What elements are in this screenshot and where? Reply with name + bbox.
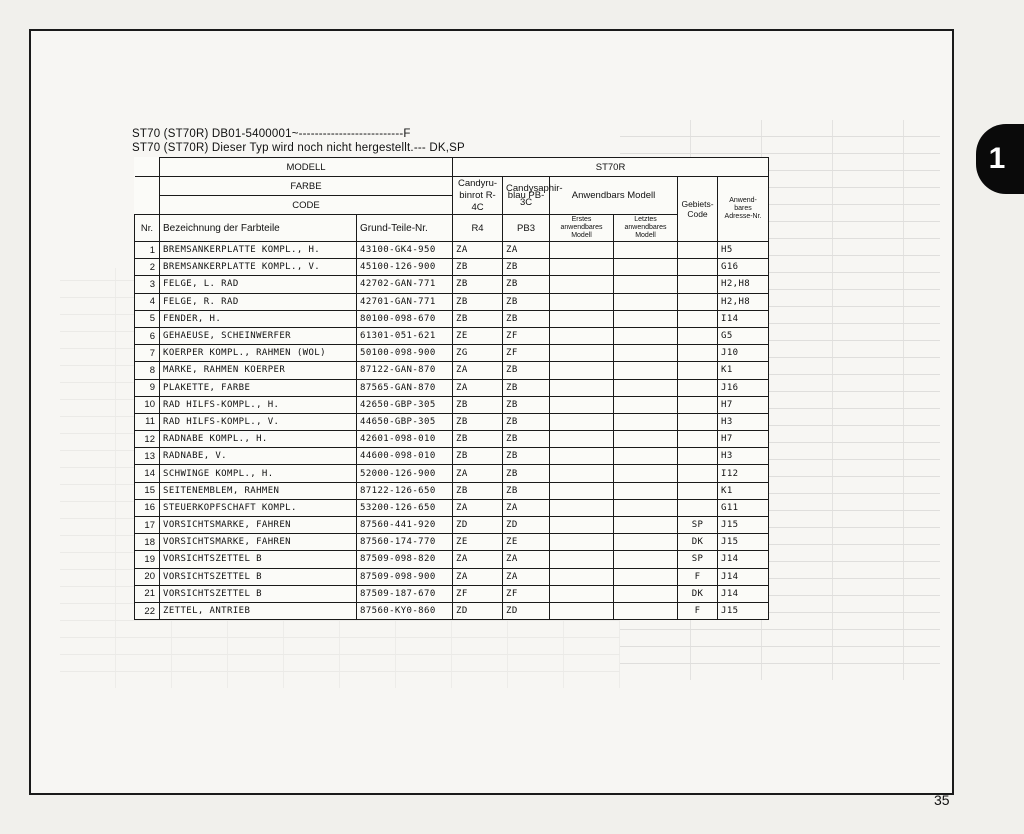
part-number: 50100-098-900 [357, 345, 453, 362]
letztes-model [614, 310, 678, 327]
letztes-model [614, 396, 678, 413]
color1-code: R4 [453, 215, 503, 242]
part-number: 42702-GAN-771 [357, 276, 453, 293]
page-number: 35 [934, 792, 950, 808]
pb3-code: ZB [503, 293, 550, 310]
pb3-code: ZB [503, 448, 550, 465]
table-row [135, 259, 769, 276]
table-row [135, 448, 769, 465]
gebiets-code [678, 259, 718, 276]
row-nr: 18 [135, 534, 160, 551]
row-nr: 19 [135, 551, 160, 568]
adresse-nr: J10 [718, 345, 769, 362]
erstes-model [550, 534, 614, 551]
erstes-model [550, 259, 614, 276]
r4-code: ZB [453, 293, 503, 310]
r4-code: ZG [453, 345, 503, 362]
part-number: 45100-126-900 [357, 259, 453, 276]
part-number: 42601-098-010 [357, 431, 453, 448]
erstes-model [550, 362, 614, 379]
gebiets-code [678, 465, 718, 482]
table-row [135, 413, 769, 430]
letztes-model [614, 602, 678, 619]
erstes-model [550, 293, 614, 310]
r4-code: ZA [453, 499, 503, 516]
anwendbars-label: Anwendbars Modell [550, 177, 678, 215]
adresse-label: Anwend-bares Adresse-Nr. [718, 177, 769, 242]
table-row [135, 602, 769, 619]
letztes-model [614, 413, 678, 430]
chapter-tab: 1 [976, 124, 1024, 194]
pb3-code: ZB [503, 396, 550, 413]
letztes-model [614, 242, 678, 259]
row-nr: 13 [135, 448, 160, 465]
pb3-code: ZB [503, 259, 550, 276]
r4-code: ZD [453, 517, 503, 534]
letztes-model [614, 499, 678, 516]
adresse-nr: J14 [718, 568, 769, 585]
part-number: 87560-KY0-860 [357, 602, 453, 619]
adresse-nr: J14 [718, 585, 769, 602]
table-row [135, 465, 769, 482]
row-nr: 4 [135, 293, 160, 310]
gebiets-code [678, 448, 718, 465]
part-number: 43100-GK4-950 [357, 242, 453, 259]
grundteile-header: Grund-Teile-Nr. [357, 215, 453, 242]
gebiets-code [678, 242, 718, 259]
modell-label: MODELL [160, 158, 453, 177]
part-number: 87122-GAN-870 [357, 362, 453, 379]
table-row [135, 379, 769, 396]
letztes-model [614, 293, 678, 310]
farbe-label: FARBE [160, 177, 453, 196]
part-number: 87509-098-900 [357, 568, 453, 585]
row-nr: 1 [135, 242, 160, 259]
gebiets-code [678, 482, 718, 499]
gebiets-code: DK [678, 534, 718, 551]
erstes-model [550, 602, 614, 619]
erstes-model [550, 517, 614, 534]
adresse-nr: H5 [718, 242, 769, 259]
erstes-model [550, 551, 614, 568]
table-row [135, 242, 769, 259]
part-description: BREMSANKERPLATTE KOMPL., V. [160, 259, 357, 276]
gebiets-code [678, 413, 718, 430]
adresse-nr: G16 [718, 259, 769, 276]
row-nr: 15 [135, 482, 160, 499]
part-description: FELGE, L. RAD [160, 276, 357, 293]
pb3-code: ZB [503, 413, 550, 430]
gebiets-code: F [678, 568, 718, 585]
part-description: RAD HILFS-KOMPL., V. [160, 413, 357, 430]
table-row [135, 327, 769, 344]
part-number: 53200-126-650 [357, 499, 453, 516]
gebiets-code [678, 327, 718, 344]
erstes-model [550, 276, 614, 293]
part-description: FENDER, H. [160, 310, 357, 327]
code-label: CODE [160, 196, 453, 215]
table-row [135, 585, 769, 602]
gebiets-code [678, 293, 718, 310]
r4-code: ZB [453, 259, 503, 276]
letztes-model [614, 568, 678, 585]
part-description: VORSICHTSMARKE, FAHREN [160, 517, 357, 534]
gebiets-code [678, 379, 718, 396]
erstes-model [550, 431, 614, 448]
pb3-code: ZA [503, 568, 550, 585]
adresse-nr: I14 [718, 310, 769, 327]
gebiets-code [678, 431, 718, 448]
erstes-header: Erstes anwendbares Modell [550, 215, 614, 242]
adresse-nr: J15 [718, 517, 769, 534]
part-number: 61301-051-621 [357, 327, 453, 344]
erstes-model [550, 499, 614, 516]
row-nr: 6 [135, 327, 160, 344]
r4-code: ZA [453, 242, 503, 259]
r4-code: ZE [453, 534, 503, 551]
r4-code: ZB [453, 413, 503, 430]
table-row [135, 293, 769, 310]
row-nr: 11 [135, 413, 160, 430]
header-line-2: ST70 (ST70R) Dieser Typ wird noch nicht hergestellt.--- DK,SP [132, 142, 465, 154]
adresse-nr: H3 [718, 448, 769, 465]
r4-code: ZA [453, 551, 503, 568]
letztes-model [614, 379, 678, 396]
part-number: 52000-126-900 [357, 465, 453, 482]
pb3-code: ZF [503, 345, 550, 362]
gebiets-code [678, 362, 718, 379]
part-description: RADNABE KOMPL., H. [160, 431, 357, 448]
row-nr: 7 [135, 345, 160, 362]
table-row [135, 310, 769, 327]
pb3-code: ZB [503, 310, 550, 327]
part-number: 87565-GAN-870 [357, 379, 453, 396]
gebiets-code [678, 310, 718, 327]
adresse-nr: J15 [718, 602, 769, 619]
part-number: 80100-098-670 [357, 310, 453, 327]
pb3-code: ZB [503, 431, 550, 448]
gebiets-code [678, 345, 718, 362]
r4-code: ZB [453, 431, 503, 448]
table-row [135, 499, 769, 516]
pb3-code: ZA [503, 242, 550, 259]
letztes-model [614, 482, 678, 499]
gebiets-code: SP [678, 517, 718, 534]
letztes-model [614, 585, 678, 602]
part-description: MARKE, RAHMEN KOERPER [160, 362, 357, 379]
adresse-nr: H3 [718, 413, 769, 430]
gebiets-code: DK [678, 585, 718, 602]
row-nr: 16 [135, 499, 160, 516]
r4-code: ZA [453, 362, 503, 379]
row-nr: 3 [135, 276, 160, 293]
letztes-model [614, 276, 678, 293]
row-nr: 2 [135, 259, 160, 276]
r4-code: ZF [453, 585, 503, 602]
table-body [135, 242, 769, 620]
adresse-nr: G5 [718, 327, 769, 344]
pb3-code: ZD [503, 517, 550, 534]
part-number: 87560-441-920 [357, 517, 453, 534]
row-nr: 14 [135, 465, 160, 482]
letztes-model [614, 345, 678, 362]
table-row [135, 396, 769, 413]
pb3-code: ZA [503, 551, 550, 568]
adresse-nr: I12 [718, 465, 769, 482]
part-number: 42650-GBP-305 [357, 396, 453, 413]
adresse-nr: H2,H8 [718, 293, 769, 310]
letztes-model [614, 362, 678, 379]
r4-code: ZB [453, 482, 503, 499]
letztes-model [614, 517, 678, 534]
color-parts-table [134, 157, 769, 620]
adresse-nr: K1 [718, 482, 769, 499]
row-nr: 10 [135, 396, 160, 413]
row-nr: 12 [135, 431, 160, 448]
gebiets-code [678, 499, 718, 516]
erstes-model [550, 413, 614, 430]
part-number: 87560-174-770 [357, 534, 453, 551]
adresse-nr: J15 [718, 534, 769, 551]
part-description: STEUERKOPFSCHAFT KOMPL. [160, 499, 357, 516]
table-row [135, 276, 769, 293]
adresse-nr: G11 [718, 499, 769, 516]
table-row [135, 345, 769, 362]
gebiets-code [678, 276, 718, 293]
header-line-1: ST70 (ST70R) DB01-5400001~--------------------------F [132, 128, 411, 140]
pb3-code: ZB [503, 465, 550, 482]
erstes-model [550, 242, 614, 259]
part-number: 44650-GBP-305 [357, 413, 453, 430]
pb3-code: ZB [503, 379, 550, 396]
part-number: 44600-098-010 [357, 448, 453, 465]
table-row [135, 517, 769, 534]
part-description: FELGE, R. RAD [160, 293, 357, 310]
part-description: ZETTEL, ANTRIEB [160, 602, 357, 619]
pb3-code: ZF [503, 327, 550, 344]
table-row [135, 482, 769, 499]
letztes-model [614, 465, 678, 482]
table-row [135, 431, 769, 448]
row-nr: 20 [135, 568, 160, 585]
erstes-model [550, 465, 614, 482]
part-description: GEHAEUSE, SCHEINWERFER [160, 327, 357, 344]
table-row [135, 568, 769, 585]
erstes-model [550, 327, 614, 344]
pb3-code: ZD [503, 602, 550, 619]
r4-code: ZA [453, 379, 503, 396]
part-description: VORSICHTSZETTEL B [160, 551, 357, 568]
part-number: 87122-126-650 [357, 482, 453, 499]
letztes-model [614, 259, 678, 276]
row-nr: 21 [135, 585, 160, 602]
letztes-model [614, 534, 678, 551]
gebiets-label: Gebiets-Code [678, 177, 718, 242]
part-description: BREMSANKERPLATTE KOMPL., H. [160, 242, 357, 259]
pb3-code: ZF [503, 585, 550, 602]
row-nr: 22 [135, 602, 160, 619]
gebiets-code [678, 396, 718, 413]
part-description: KOERPER KOMPL., RAHMEN (WOL) [160, 345, 357, 362]
table-row [135, 551, 769, 568]
part-description: PLAKETTE, FARBE [160, 379, 357, 396]
row-nr: 8 [135, 362, 160, 379]
r4-code: ZB [453, 396, 503, 413]
color2-name: Candysaphir-blau PB-3C [503, 177, 550, 215]
erstes-model [550, 396, 614, 413]
gebiets-code: SP [678, 551, 718, 568]
nr-header: Nr. [135, 215, 160, 242]
table-row [135, 362, 769, 379]
adresse-nr: H2,H8 [718, 276, 769, 293]
adresse-nr: J16 [718, 379, 769, 396]
erstes-model [550, 345, 614, 362]
letztes-header: Letztes anwendbares Modell [614, 215, 678, 242]
erstes-model [550, 379, 614, 396]
r4-code: ZA [453, 465, 503, 482]
adresse-nr: H7 [718, 396, 769, 413]
part-description: VORSICHTSZETTEL B [160, 568, 357, 585]
color1-name: Candyru-binrot R-4C [453, 177, 503, 215]
adresse-nr: H7 [718, 431, 769, 448]
r4-code: ZE [453, 327, 503, 344]
bezeichnung-header: Bezeichnung der Farbteile [160, 215, 357, 242]
r4-code: ZA [453, 568, 503, 585]
row-nr: 9 [135, 379, 160, 396]
part-description: VORSICHTSZETTEL B [160, 585, 357, 602]
pb3-code: ZB [503, 482, 550, 499]
letztes-model [614, 551, 678, 568]
letztes-model [614, 431, 678, 448]
erstes-model [550, 448, 614, 465]
letztes-model [614, 327, 678, 344]
r4-code: ZB [453, 448, 503, 465]
adresse-nr: K1 [718, 362, 769, 379]
erstes-model [550, 585, 614, 602]
pb3-code: ZB [503, 362, 550, 379]
erstes-model [550, 310, 614, 327]
part-number: 87509-187-670 [357, 585, 453, 602]
part-description: SEITENEMBLEM, RAHMEN [160, 482, 357, 499]
r4-code: ZD [453, 602, 503, 619]
part-description: RADNABE, V. [160, 448, 357, 465]
model-name: ST70R [453, 158, 769, 177]
pb3-code: ZE [503, 534, 550, 551]
row-nr: 17 [135, 517, 160, 534]
adresse-nr: J14 [718, 551, 769, 568]
part-description: VORSICHTSMARKE, FAHREN [160, 534, 357, 551]
color2-code: PB3 [503, 215, 550, 242]
pb3-code: ZA [503, 499, 550, 516]
part-description: RAD HILFS-KOMPL., H. [160, 396, 357, 413]
r4-code: ZB [453, 310, 503, 327]
row-nr: 5 [135, 310, 160, 327]
letztes-model [614, 448, 678, 465]
pb3-code: ZB [503, 276, 550, 293]
r4-code: ZB [453, 276, 503, 293]
erstes-model [550, 482, 614, 499]
erstes-model [550, 568, 614, 585]
table-row [135, 534, 769, 551]
part-description: SCHWINGE KOMPL., H. [160, 465, 357, 482]
part-number: 42701-GAN-771 [357, 293, 453, 310]
part-number: 87509-098-820 [357, 551, 453, 568]
gebiets-code: F [678, 602, 718, 619]
